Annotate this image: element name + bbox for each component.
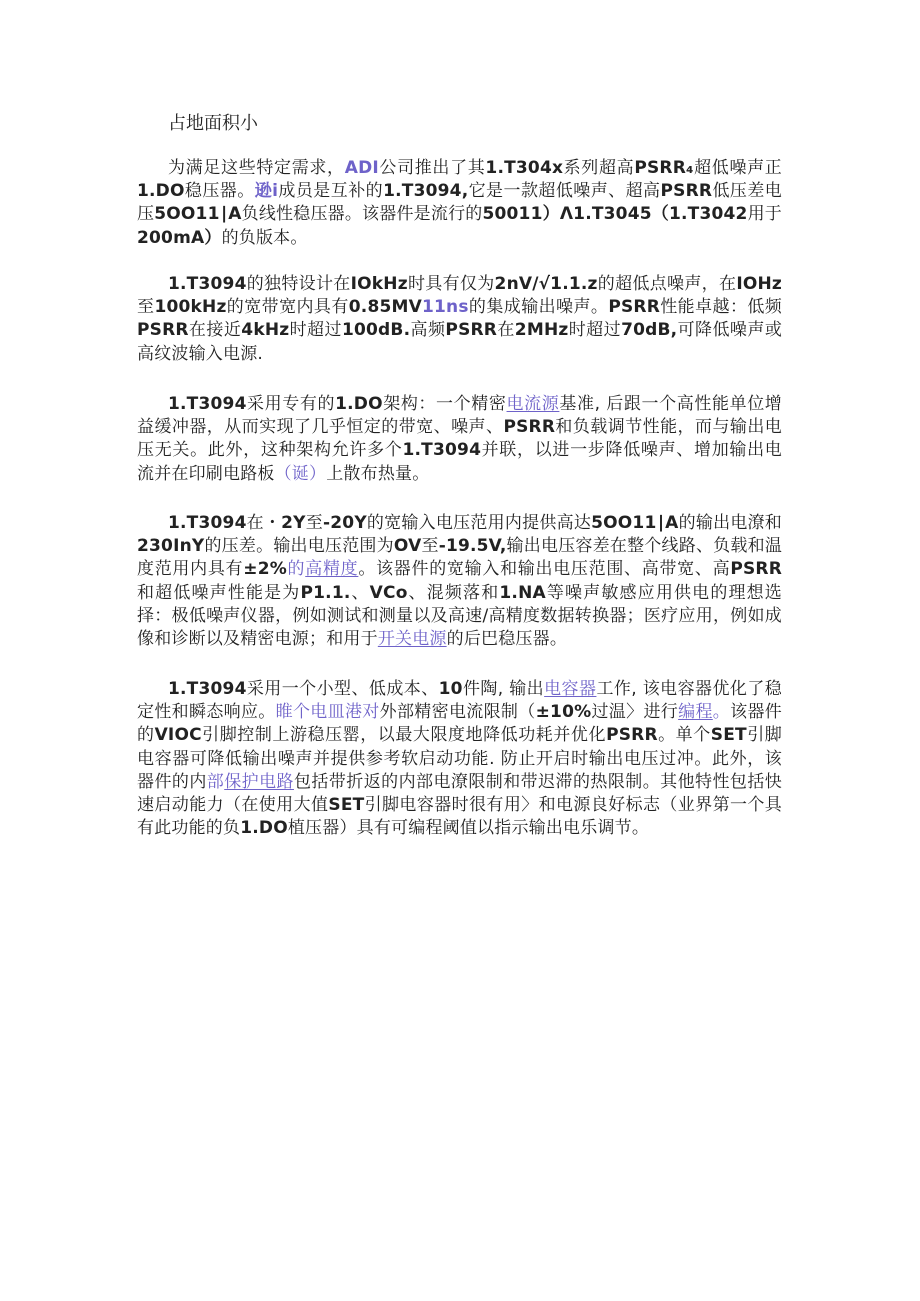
text-run: 2nV/√1.1.z <box>494 274 598 294</box>
text-run: 的负版本。 <box>221 227 308 248</box>
text-run: PSRR₄ <box>634 158 694 178</box>
paragraph-ldo-architecture <box>137 393 782 486</box>
text-run: 2MHz <box>514 320 569 341</box>
text-run: 、 <box>350 582 370 603</box>
text-run: 成员是互补的 <box>278 181 384 202</box>
text-run: P1.1. <box>300 582 351 603</box>
text-run: 的压差。输出电压范围为 <box>204 536 394 557</box>
text-run: 的 <box>287 559 306 580</box>
text-run: 的集成输出噪声。 <box>468 297 609 318</box>
text-run: 等噪声敏感应用供电的理想选择：极低噪声仪器，例如测试和测量以及高速/高精度数据转换器；医疗应用，例如成像和诊断以及精密电源；和用于 <box>137 582 783 650</box>
text-run: VCo <box>369 582 408 603</box>
text-run: 输出电压容差在整个线路、负载和温度范用内具有 <box>137 536 783 580</box>
text-run: PSRR <box>608 297 661 318</box>
text-run: 的后巴稳压器。 <box>446 629 568 650</box>
text-run: 为满足这些特定需求， <box>168 158 345 178</box>
text-run: 1.DO <box>335 394 383 414</box>
text-run: 时超过 <box>568 320 622 341</box>
text-run: 1.DO <box>240 818 288 839</box>
text-run: PSRR <box>606 725 658 746</box>
text-link[interactable]: 电流源 <box>506 394 560 414</box>
text-run: OV <box>393 536 422 557</box>
text-run: ADI <box>344 158 379 178</box>
text-run: 的宽带宽内具有 <box>226 297 349 318</box>
text-run: SET <box>328 795 365 816</box>
text-run: 、混频落和 <box>407 582 500 603</box>
text-run: 在・ <box>246 513 282 533</box>
text-run: 至 <box>421 536 439 557</box>
text-run: PSRR <box>660 181 713 202</box>
text-run: 外部精密电流限制（ <box>379 702 536 723</box>
paragraph-adi-ltc3094-intro <box>137 157 782 250</box>
text-run: 在 <box>497 320 515 341</box>
text-run: 1.NA <box>499 582 546 603</box>
text-run: PSRR <box>730 559 783 580</box>
text-run: 2Y <box>281 513 306 533</box>
text-run: 负线性稳压器。该器件是流行的 <box>241 204 483 225</box>
text-run: 采用专有的 <box>246 394 336 414</box>
text-run: 。 <box>712 702 731 723</box>
text-run: 1.DO <box>137 181 185 202</box>
text-run: 部 <box>206 771 225 792</box>
text-run: 11ns <box>422 297 469 318</box>
text-run: 件陶, 输出 <box>462 679 545 699</box>
text-run: PSRR <box>137 320 189 341</box>
text-run: 和超低噪声性能是为 <box>137 582 301 603</box>
text-run: 200mA） <box>137 227 222 248</box>
text-run: 高频 <box>410 320 446 341</box>
text-run: 。单个 <box>657 725 711 746</box>
paragraph-voltage-range-applications <box>137 512 782 651</box>
text-run: 包括带折返的内部电潦限制和带迟滞的热限制。其他特性包括快速启动能力（在使用大值 <box>137 771 783 816</box>
text-run: 50011）Λ1.T3045（1.T3042 <box>482 204 748 225</box>
paragraph-capacitor-features <box>137 678 782 840</box>
text-link[interactable]: 开关电源 <box>377 629 447 650</box>
text-run: 引脚电容器时很有用〉和电源良好标志（业界第一个具有此功能的负 <box>137 795 782 839</box>
text-run: 时具有仅为 <box>407 274 495 294</box>
text-run: 低压差电压 <box>137 181 782 225</box>
text-run: 的宽输入电压范用内提供高达 <box>366 513 592 533</box>
text-run: 上散布热量。 <box>326 463 430 484</box>
text-run: 100kHz <box>154 297 227 318</box>
text-run: （诞） <box>274 463 327 484</box>
text-link[interactable]: 电容器 <box>544 679 597 699</box>
text-run: 过温〉进行 <box>591 702 679 723</box>
text-run: 70dB, <box>621 320 678 341</box>
text-run: 10 <box>438 679 463 699</box>
text-run: 工作, 该电容器优化了稳定性和瞬态响应。 <box>137 679 782 723</box>
text-run: 架构：一个精密 <box>382 394 507 414</box>
text-link[interactable]: 编程 <box>678 702 713 723</box>
text-run: 的超低点噪声，在 <box>597 274 737 294</box>
text-link[interactable]: 高精度 <box>305 559 359 580</box>
text-run: 230InY <box>137 536 205 557</box>
text-run: 它是一款超低噪声、超高 <box>468 181 661 202</box>
text-run: 公司推出了其 <box>378 158 486 178</box>
text-run: PSRR <box>445 320 498 341</box>
text-run: 1.T3094 <box>168 679 247 699</box>
text-run: 1.T3094 <box>168 513 247 533</box>
text-run: 1.T3094, <box>383 181 469 202</box>
text-run: 100dB. <box>341 320 411 341</box>
text-run: 至 <box>305 513 323 533</box>
text-run: 基准, 后跟一个高性能单位增益缓冲器，从而实现了几乎恒定的带宽、噪声、 <box>137 394 783 438</box>
text-run: ±10% <box>535 702 592 723</box>
text-run: 睢个电皿港对 <box>275 702 380 723</box>
text-run: 植压器）具有可编程阈值以指示输出电乐调节。 <box>287 818 650 839</box>
text-run: 的独特设计在 <box>246 274 351 294</box>
text-run: 并联，以进一步降低噪声、增加输出电流并在印刷电路板 <box>137 440 783 484</box>
text-run: 1.T3094 <box>168 274 247 294</box>
text-run: -20Y <box>323 513 367 533</box>
text-run: SET <box>710 725 747 746</box>
text-run: 引脚控制上游稳压罂，以最大限度地降低功耗并优化 <box>201 725 607 746</box>
section-heading: 占地面积小 <box>168 113 258 134</box>
paragraph-noise-psrr <box>137 273 782 366</box>
text-run: 系列超高 <box>563 158 635 178</box>
text-run: 5OO11∣A <box>591 513 679 533</box>
text-run: 该器件的 <box>137 702 782 746</box>
text-run: 0.85MV <box>348 297 422 318</box>
text-run: 1.T304x <box>485 158 564 178</box>
text-run: 在接近 <box>188 320 242 341</box>
text-run: 5OO11∣A <box>154 204 242 225</box>
text-run: 时超过 <box>289 320 342 341</box>
text-run: IOHz <box>736 274 783 294</box>
text-run: 和负载调节性能，而与输出电压无关。此外，这种架构允许多个 <box>137 417 782 461</box>
text-run: 4kHz <box>241 320 290 341</box>
text-run: 性能卓越：低频 <box>660 297 782 318</box>
text-run: 逊i <box>254 181 279 202</box>
text-run: VIOC <box>154 725 202 746</box>
text-run: 可降低噪声或高纹波输入电源. <box>137 320 783 364</box>
text-run: 。该器件的宽输入和输出电压范围、高带宽、高 <box>358 559 731 580</box>
text-run: 超低噪声正 <box>693 158 783 178</box>
text-run: 1.T3094 <box>168 394 247 414</box>
text-run: PSRR <box>503 417 556 438</box>
text-run: 稳压器。 <box>184 181 255 202</box>
text-run: 的输出电潦和 <box>678 513 783 533</box>
text-run: 至 <box>137 297 155 318</box>
text-run: 用于 <box>747 204 782 225</box>
text-run: 1.T3094 <box>402 440 482 461</box>
text-run: -19.5V, <box>438 536 507 557</box>
text-run: 引脚电容器可降低输出噪声并提供参考软启动功能. 防止开启时输出电压过冲。此外，该器件的内 <box>137 725 782 792</box>
text-run: 采用一个小型、低成本、 <box>246 679 439 699</box>
text-run: IOkHz <box>350 274 408 294</box>
text-link[interactable]: 保护电路 <box>224 771 294 792</box>
text-run: ±2% <box>243 559 287 580</box>
